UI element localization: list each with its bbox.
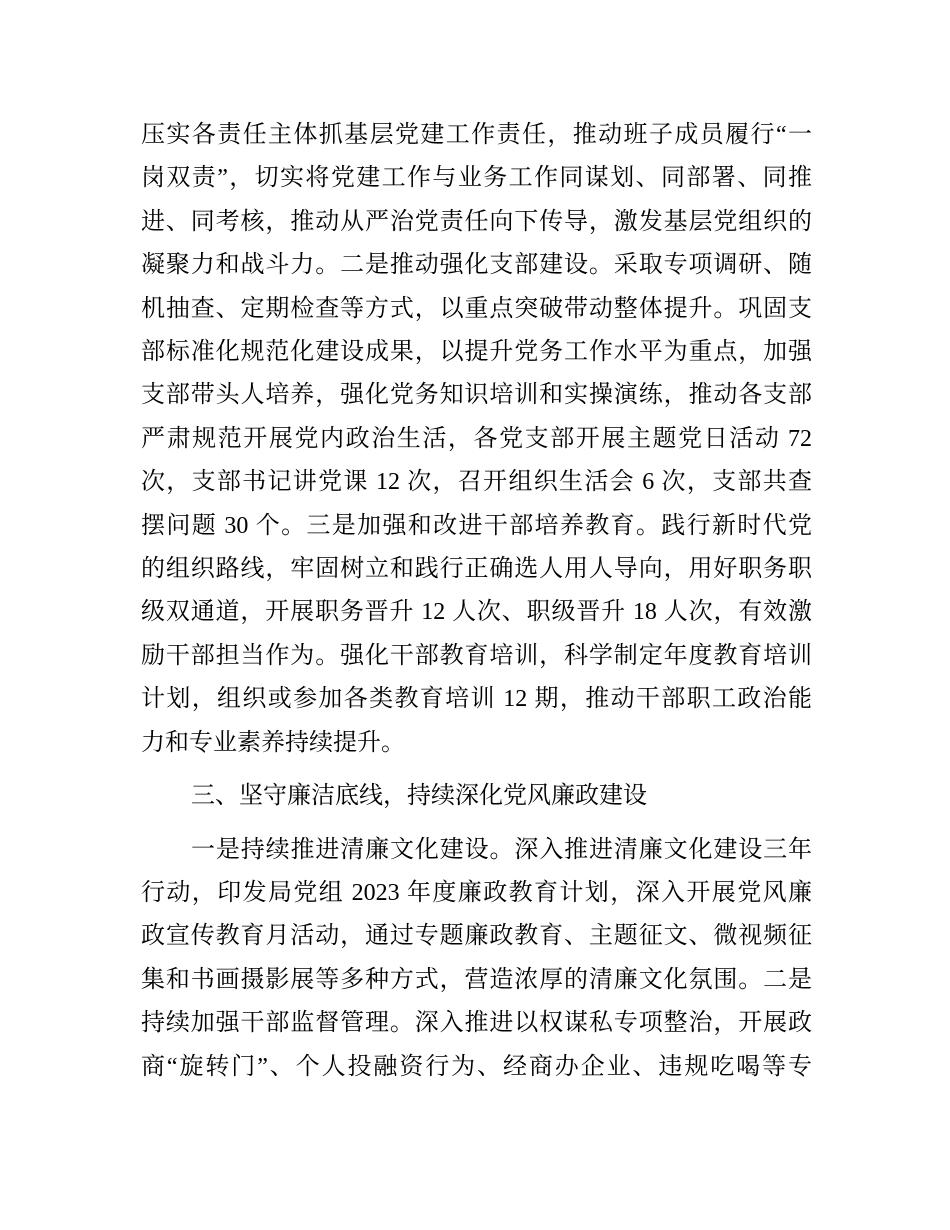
text-line: 力和专业素养持续提升。 — [141, 729, 405, 756]
section-heading: 三、坚守廉洁底线，持续深化党风廉政建设 — [191, 783, 647, 810]
text-line: 级双通道，开展职务晋升 12 人次、职级晋升 18 人次，有效激 — [141, 599, 812, 626]
text-line: 机抽查、定期检查等方式，以重点突破带动整体提升。巩固支 — [141, 295, 812, 322]
text-line: 政宣传教育月活动，通过专题廉政教育、主题征文、微视频征 — [141, 923, 812, 950]
text-line: 计划，组织或参加各类教育培训 12 期，推动干部职工政治能 — [141, 686, 812, 713]
text-line: 支部带头人培养，强化党务知识培训和实操演练，推动各支部 — [141, 382, 812, 409]
text-line: 励干部担当作为。强化干部教育培训，科学制定年度教育培训 — [141, 642, 812, 669]
text-line: 行动，印发局党组 2023 年度廉政教育计划，深入开展党风廉 — [141, 879, 812, 906]
text-line: 严肃规范开展党内政治生活，各党支部开展主题党日活动 72 — [141, 425, 812, 452]
text-line: 凝聚力和战斗力。二是推动强化支部建设。采取专项调研、随 — [141, 252, 812, 279]
document-text-block — [141, 114, 812, 1089]
text-line: 进、同考核，推动从严治党责任向下传导，激发基层党组织的 — [141, 208, 812, 235]
text-line: 次，支部书记讲党课 12 次，召开组织生活会 6 次，支部共查 — [141, 469, 812, 496]
text-line: 一是持续推进清廉文化建设。深入推进清廉文化建设三年 — [191, 836, 812, 863]
text-line: 压实各责任主体抓基层党建工作责任，推动班子成员履行“一 — [141, 122, 812, 148]
text-line: 商“旋转门”、个人投融资行为、经商办企业、违规吃喝等专 — [141, 1053, 812, 1080]
text-line: 部标准化规范化建设成果，以提升党务工作水平为重点，加强 — [141, 339, 812, 366]
text-line: 集和书画摄影展等多种方式，营造浓厚的清廉文化氛围。二是 — [141, 966, 812, 993]
text-line: 的组织路线，牢固树立和践行正确选人用人导向，用好职务职 — [141, 556, 812, 583]
text-line: 岗双责”，切实将党建工作与业务工作同谋划、同部署、同推 — [141, 165, 812, 192]
text-line: 摆问题 30 个。三是加强和改进干部培养教育。践行新时代党 — [141, 512, 812, 539]
text-line: 持续加强干部监督管理。深入推进以权谋私专项整治，开展政 — [141, 1010, 812, 1037]
